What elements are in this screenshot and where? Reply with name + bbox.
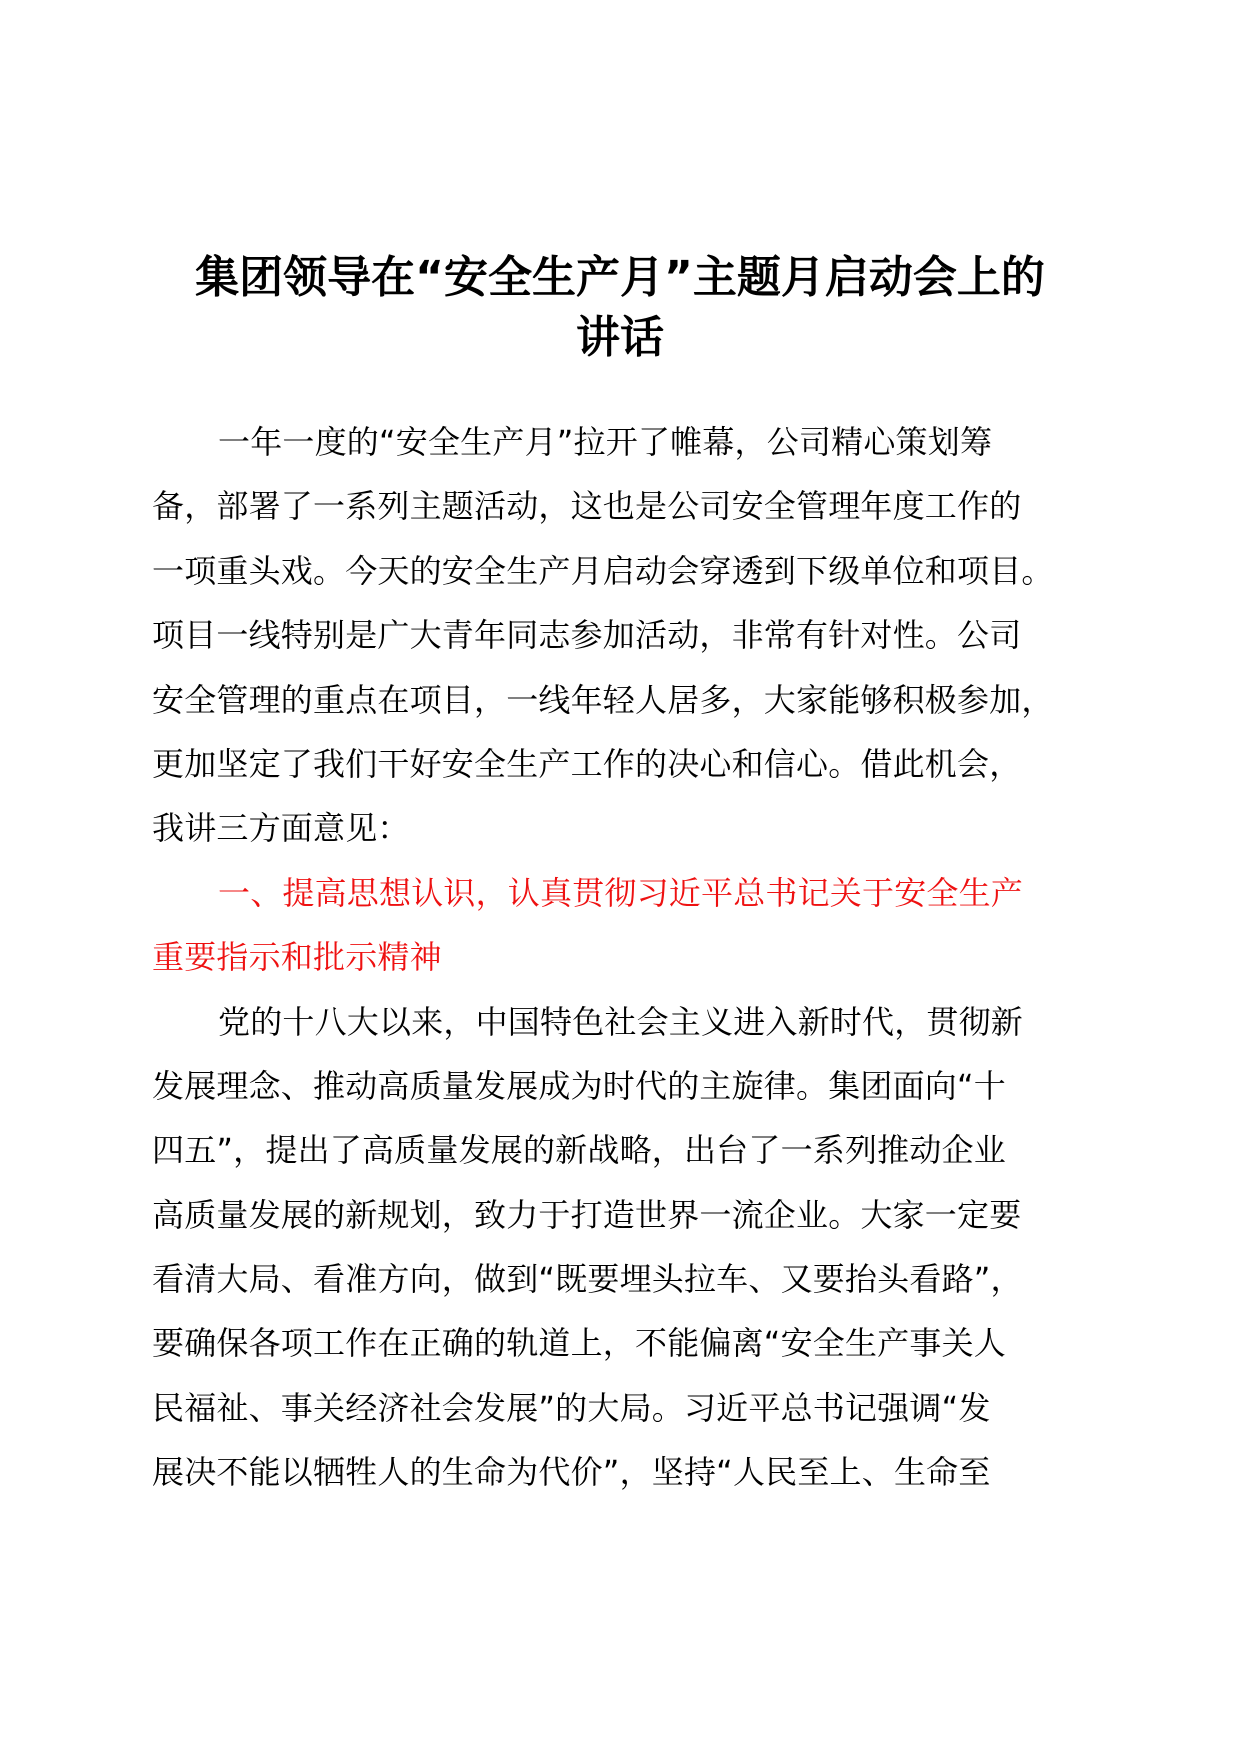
paragraph-line: 展决不能以牺牲人的生命为代价”，坚持“人民至上、生命至	[152, 1453, 991, 1492]
paragraph-line: 发展理念、推动高质量发展成为时代的主旋律。集团面向“十	[152, 1066, 1006, 1105]
paragraph-line: 我讲三方面意见：	[152, 809, 410, 848]
title-line-2: 讲话	[576, 312, 664, 363]
section-heading-line: 重要指示和批示精神	[152, 938, 442, 977]
title-line-1: 集团领导在“安全生产月”主题月启动会上的	[195, 252, 1045, 303]
paragraph-line: 四五”，提出了高质量发展的新战略，出台了一系列推动企业	[152, 1131, 1006, 1170]
document-body	[152, 410, 1092, 1505]
paragraph-line: 一年一度的“安全生产月”拉开了帷幕，公司精心策划筹	[218, 423, 993, 461]
paragraph-line: 更加坚定了我们干好安全生产工作的决心和信心。借此机会，	[152, 744, 1022, 783]
document-title	[150, 248, 1090, 368]
paragraph-line: 一项重头戏。今天的安全生产月启动会穿透到下级单位和项目。	[152, 551, 1054, 590]
paragraph-line: 项目一线特别是广大青年同志参加活动，非常有针对性。公司	[152, 616, 1022, 655]
section-heading-line: 一、提高思想认识，认真贯彻习近平总书记关于安全生产	[218, 873, 1024, 912]
paragraph-line: 高质量发展的新规划，致力于打造世界一流企业。大家一定要	[152, 1195, 1022, 1234]
paragraph-line: 要确保各项工作在正确的轨道上，不能偏离“安全生产事关人	[152, 1324, 1006, 1363]
paragraph-line: 备，部署了一系列主题活动，这也是公司安全管理年度工作的	[152, 487, 1022, 526]
paragraph-line: 党的十八大以来，中国特色社会主义进入新时代，贯彻新	[218, 1002, 1024, 1041]
paragraph-line: 看清大局、看准方向，做到“既要埋头拉车、又要抬头看路”，	[152, 1260, 1023, 1299]
paragraph-line: 民福祉、事关经济社会发展”的大局。习近平总书记强调“发	[152, 1388, 991, 1427]
paragraph-line: 安全管理的重点在项目，一线年轻人居多，大家能够积极参加，	[152, 680, 1054, 719]
